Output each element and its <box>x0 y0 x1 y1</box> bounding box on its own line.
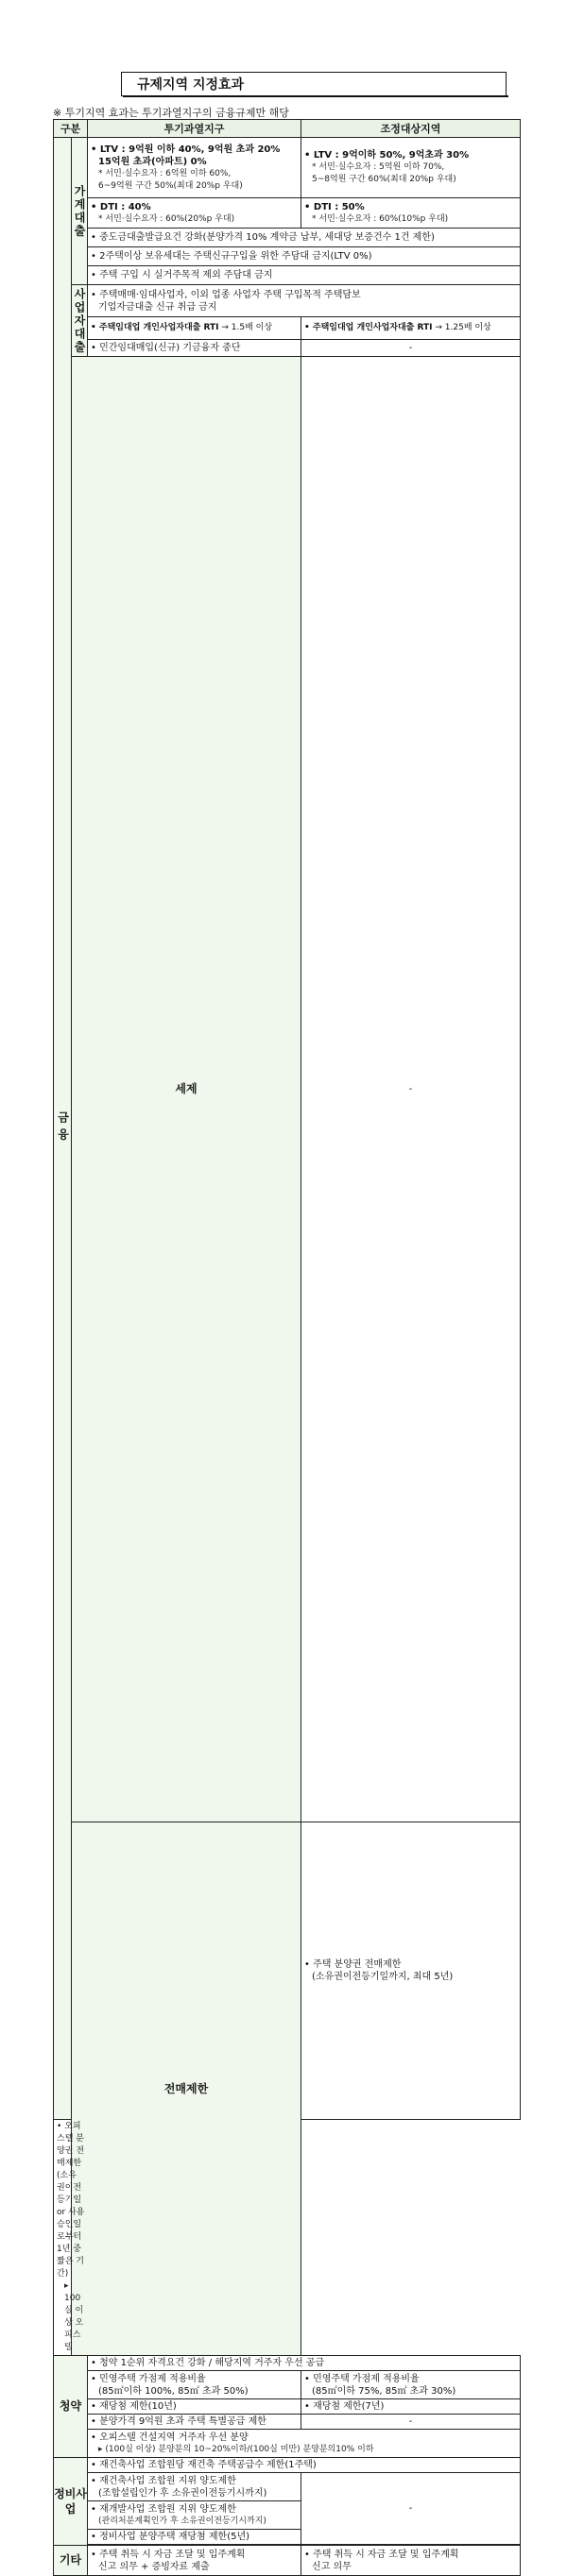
sub-officetel-row <box>54 2430 521 2458</box>
etc-adj-text: • 주택 취득 시 자금 조달 및 입주계획 <box>304 2549 459 2560</box>
finance-label: 금융 <box>54 138 72 2120</box>
sub-officetel-text: • 오피스텔 건설지역 거주자 우선 분양 <box>91 2432 249 2443</box>
ltv-spec-note1: * 서민·실수요자 : 6억원 이하 60%, <box>98 168 232 178</box>
redev-transfer-note: (관리처분계획인가 후 소유권이전등기시까지) <box>98 2516 266 2526</box>
biz-loan-text: • 주택매매·임대사업자, 이외 업종 사업자 주택 구입목적 주택담보 <box>91 289 361 300</box>
resale-spec-note: (소유권이전등기일까지, 최대 5년) <box>312 1972 454 1982</box>
sub-rewin-row <box>54 2399 521 2415</box>
ltv-row <box>54 138 521 198</box>
sub-private-spec <box>88 2371 301 2399</box>
etc-row <box>54 2546 521 2576</box>
rebuild-transfer <box>88 2473 301 2501</box>
actual-use-row <box>54 266 521 285</box>
private-rent: • 민간임대매입(신규) 기금융자 중단 <box>88 340 301 357</box>
ltv-spec <box>88 138 301 198</box>
sub-special-adj: - <box>301 2415 521 2430</box>
header-adjustment: 조정대상지역 <box>301 120 521 138</box>
resale-spec-text: • 주택 분양권 전매제한 <box>304 1959 402 1970</box>
rti-adj-value: → 1.25배 이상 <box>435 323 491 332</box>
note: ※ 투기지역 효과는 투기과열지구의 금융규제만 해당 <box>53 107 289 119</box>
ltv-adj-note2: 5~8억원 구간 60%(최대 20%p 우대) <box>312 175 456 184</box>
page-title: 규제지역 지정효과 <box>121 72 507 96</box>
header-speculative: 투기과열지구 <box>88 120 301 138</box>
redevelopment-adj: - <box>301 2473 521 2545</box>
private-rent-row <box>54 340 521 357</box>
actual-use: • 주택 구입 시 실거주목적 제외 주담대 금지 <box>88 266 521 285</box>
sub-private-adj <box>301 2371 521 2399</box>
ltv-adj-text: • LTV : 9억이하 50%, 9억초과 30% <box>304 150 470 161</box>
etc-adj-text2: 신고 의무 <box>312 2561 352 2572</box>
dti-spec-note: * 서민·실수요자 : 60%(20%p 우대) <box>98 213 235 224</box>
sub-private-adj-text: • 민영주택 가점제 적용비율 <box>304 2373 420 2384</box>
rebuild-transfer-text: • 재건축사업 조합원 지위 양도제한 <box>91 2475 236 2486</box>
rebuild-transfer-row <box>54 2473 521 2501</box>
dti-row <box>54 198 521 229</box>
title-shadow <box>123 95 508 97</box>
redev-transfer <box>88 2501 301 2530</box>
redev-rewin: • 정비사업 분양주택 재당첨 제한(5년) <box>88 2530 301 2545</box>
regulation-table <box>53 119 521 2576</box>
rti-adj-label: • 주택임대업 개인사업자대출 RTI <box>304 323 433 332</box>
dti-adj <box>301 198 521 229</box>
sub-special-row <box>54 2415 521 2430</box>
tax-row <box>54 357 521 1822</box>
biz-loan-text2: 기업자금대출 신규 취급 금지 <box>98 301 217 313</box>
header-category: 구분 <box>54 120 88 138</box>
ltv-spec-note2: 6~9억원 구간 50%(최대 20%p 우대) <box>98 180 243 191</box>
sub-rewin-spec: • 재당첨 제한(10년) <box>88 2399 301 2415</box>
dti-spec-text: • DTI : 40% <box>91 201 151 212</box>
two-house-row <box>54 247 521 266</box>
ltv-spec-text: • LTV : 9억원 이하 40%, 9억원 초과 20% <box>91 144 281 155</box>
household-label: 가계대출 <box>72 138 88 285</box>
redevelopment-label: 정비사업 <box>54 2458 88 2546</box>
sub-private-row <box>54 2371 521 2399</box>
dti-adj-note: * 서민·실수요자 : 60%(10%p 우대) <box>312 213 449 224</box>
biz-loan <box>88 285 521 317</box>
sub-private-adj-note: (85㎡이하 75%, 85㎡ 초과 30%) <box>312 2385 456 2397</box>
rti-spec <box>88 317 301 340</box>
rti-row <box>54 317 521 340</box>
resale-officetel-text: • 오피스텔 분양권 전매제한(소유권이전등기일 or 사용승인일로부터 1년 중 짧은 기간) <box>57 2122 85 2279</box>
ltv-spec-text2: 15억원 초과(아파트) 0% <box>98 156 207 167</box>
redev-transfer-text: • 재개발사업 조합원 지위 양도제한 <box>91 2503 236 2515</box>
ltv-adj-note1: * 서민·실수요자 : 5억원 이하 70%, <box>312 162 445 172</box>
tax-spec: - <box>301 357 521 1822</box>
sub-first: • 청약 1순위 자격요건 강화 / 해당지역 거주자 우선 공급 <box>88 2356 521 2371</box>
header-row <box>54 120 521 138</box>
dti-spec <box>88 198 301 229</box>
biz-loan-row <box>54 285 521 317</box>
rebuild-supply: • 재건축사업 조합원당 재건축 주택공급수 제한(1주택) <box>88 2458 521 2473</box>
sub-officetel <box>88 2430 521 2458</box>
sub-special: • 분양가격 9억원 초과 주택 특별공급 제한 <box>88 2415 301 2430</box>
etc-adj <box>301 2546 521 2576</box>
mid-loan: • 중도금대출발급요건 강화(분양가격 10% 계약금 납부, 세대당 보증건수 1건 제한) <box>88 229 521 247</box>
rti-spec-label: • 주택임대업 개인사업자대출 RTI <box>91 323 219 332</box>
sub-first-row <box>54 2356 521 2371</box>
business-label: 사업자대출 <box>72 285 88 357</box>
rebuild-supply-row <box>54 2458 521 2473</box>
resale-spec <box>301 1822 521 2120</box>
subscription-label: 청약 <box>54 2356 88 2458</box>
resale-officetel-note: ▸ 100실 이상 오피스텔 <box>64 2281 84 2352</box>
rebuild-transfer-note: (조합설립인가 후 소유권이전등기시까지) <box>98 2487 267 2499</box>
rti-adj <box>301 317 521 340</box>
dti-adj-text: • DTI : 50% <box>304 201 365 212</box>
etc-spec <box>88 2546 301 2576</box>
two-house: • 2주택이상 보유세대는 주택신규구입을 위한 주담대 금지(LTV 0%) <box>88 247 521 266</box>
ltv-adj <box>301 138 521 198</box>
resale-label: 전매제한 <box>72 1822 301 2356</box>
etc-spec-text: • 주택 취득 시 자금 조달 및 입주계획 <box>91 2549 246 2560</box>
etc-spec-text2: 신고 의무 + 증빙자료 제출 <box>98 2561 210 2572</box>
private-rent-adj: - <box>301 340 521 357</box>
sub-officetel-note: ▸ (100실 이상) 분양분의 10~20%이하/(100실 미만) 분양분의10% 이하 <box>98 2444 374 2454</box>
tax-label: 세제 <box>72 357 301 1822</box>
sub-private-spec-text: • 민영주택 가점제 적용비율 <box>91 2373 206 2384</box>
sub-private-spec-note: (85㎡이하 100%, 85㎡ 초과 50%) <box>98 2385 249 2397</box>
resale-row <box>54 1822 521 2120</box>
rti-spec-value: → 1.5배 이상 <box>221 323 273 332</box>
etc-label: 기타 <box>54 2546 88 2576</box>
mid-loan-row <box>54 229 521 247</box>
sub-rewin-adj: • 재당첨 제한(7년) <box>301 2399 521 2415</box>
resale-officetel <box>54 2120 88 2356</box>
